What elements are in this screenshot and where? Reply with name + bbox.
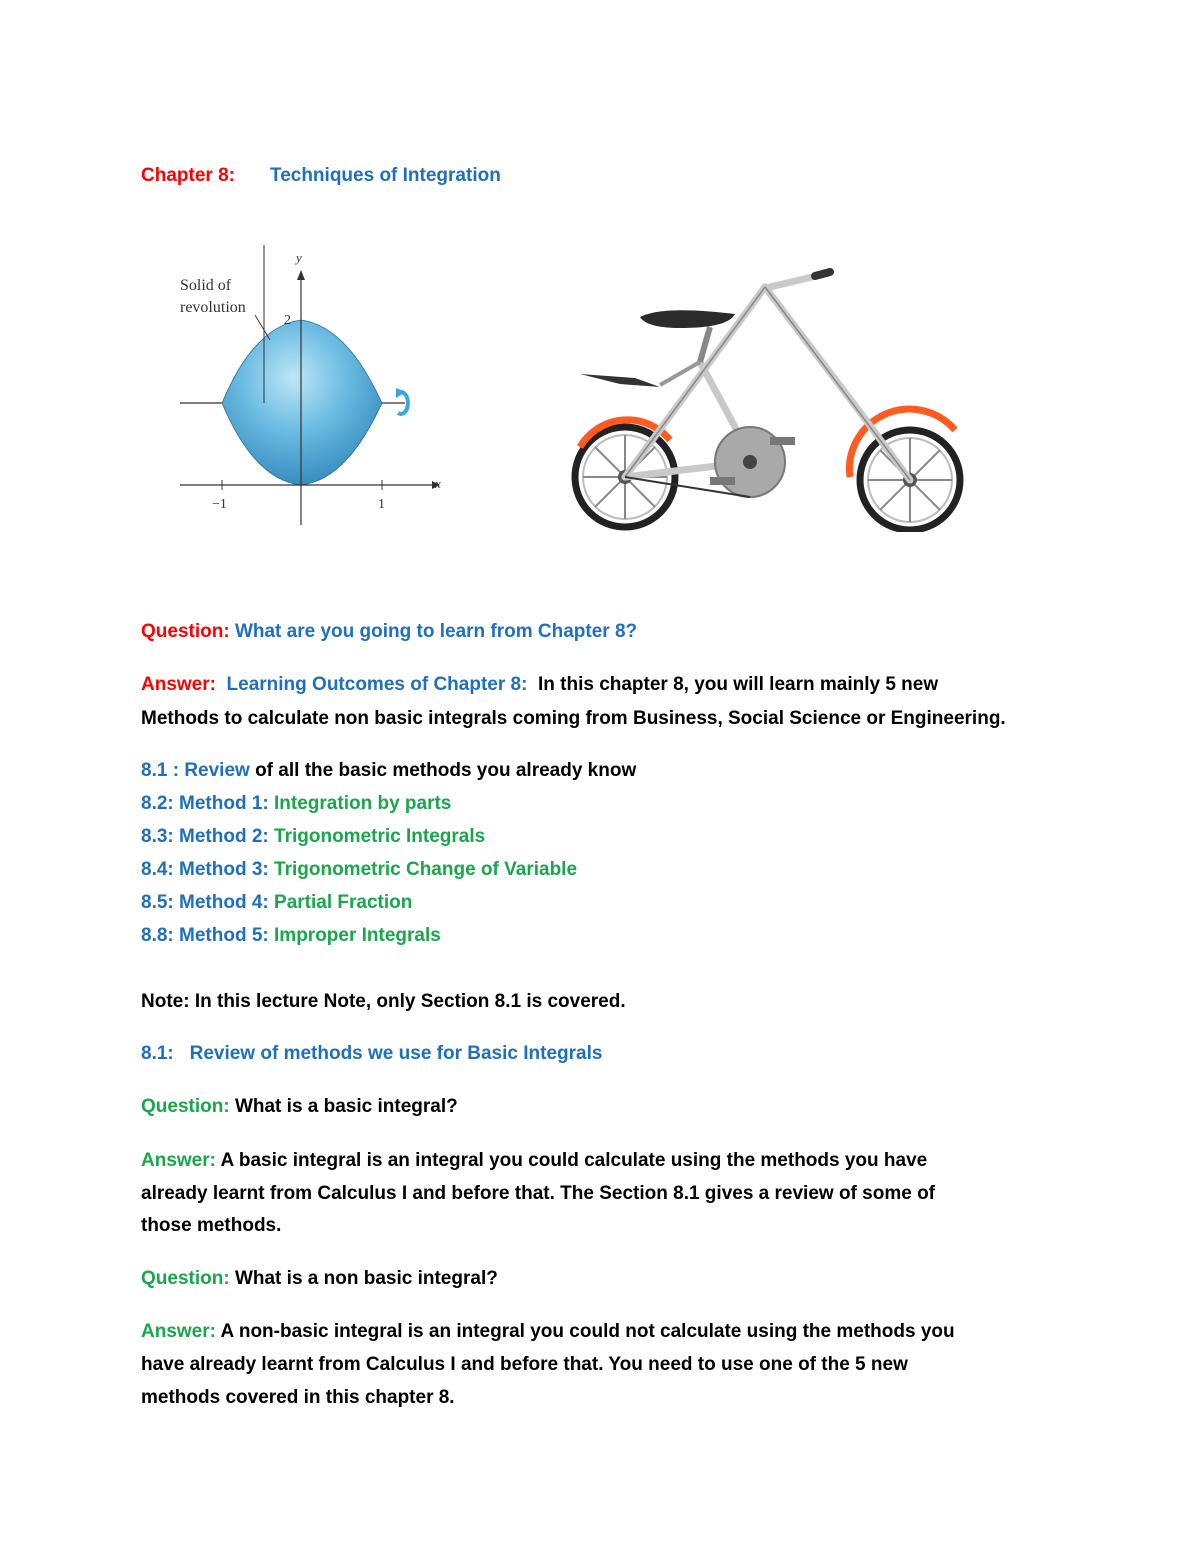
solid-of-revolution-figure bbox=[170, 240, 460, 540]
section-number: 8.4: Method 3: bbox=[141, 859, 269, 880]
question-text: What are you going to learn from Chapter 8? bbox=[234, 621, 638, 642]
section-number: 8.2: Method 1: bbox=[141, 793, 269, 814]
section-text: Improper Integrals bbox=[274, 925, 441, 946]
answer-line: have already learnt from Calculus I and before that. You need to use one of the 5 new bbox=[141, 1354, 908, 1375]
question-label: Question: bbox=[141, 621, 230, 642]
section-item bbox=[141, 759, 636, 783]
section-text: of all the basic methods you already know bbox=[255, 760, 637, 781]
question-label: Question: bbox=[141, 1268, 230, 1289]
note-text: Note: In this lecture Note, only Section 8.1 is covered. bbox=[141, 991, 626, 1012]
section-text: Partial Fraction bbox=[274, 892, 413, 913]
caption-line1: Solid of bbox=[180, 277, 232, 294]
saddle bbox=[640, 310, 735, 328]
answer-line: A basic integral is an integral you could calculate using the methods you have bbox=[220, 1150, 928, 1171]
section-81-title: Review of methods we use for Basic Integrals bbox=[189, 1043, 603, 1064]
answer-line: A non-basic integral is an integral you could not calculate using the methods you bbox=[220, 1321, 955, 1342]
section-number: 8.8: Method 5: bbox=[141, 925, 269, 946]
section-81-heading bbox=[141, 1042, 602, 1066]
intro-answer-line2 bbox=[141, 707, 1006, 731]
rear-rack bbox=[580, 374, 660, 387]
section-number: 8.1 : bbox=[141, 760, 180, 781]
bicycle-icon bbox=[560, 262, 1000, 532]
chapter-heading bbox=[141, 165, 501, 187]
answer-label: Answer: bbox=[141, 1150, 216, 1171]
section-label: Review bbox=[184, 760, 250, 781]
answer-line: already learnt from Calculus I and before that. The Section 8.1 gives a review of some of bbox=[141, 1183, 936, 1204]
section-item bbox=[141, 858, 577, 882]
section-item bbox=[141, 924, 441, 948]
caption-line2: revolution bbox=[180, 299, 246, 316]
qa-answer bbox=[141, 1149, 927, 1173]
qa-answer bbox=[141, 1320, 955, 1344]
section-text: Integration by parts bbox=[274, 793, 452, 814]
x-axis-label: x bbox=[435, 476, 441, 491]
section-item bbox=[141, 891, 412, 915]
handlebar bbox=[815, 272, 830, 276]
section-text: Trigonometric Change of Variable bbox=[274, 859, 578, 880]
question-text: What is a non basic integral? bbox=[234, 1268, 498, 1289]
question-text: What is a basic integral? bbox=[234, 1096, 458, 1117]
answer-text-1: In this chapter 8, you will learn mainly 5 new bbox=[537, 674, 939, 695]
qa-question bbox=[141, 1267, 498, 1291]
y-axis-label: y bbox=[296, 250, 302, 265]
bicycle-image bbox=[560, 262, 1000, 532]
answer-label: Answer: bbox=[141, 1321, 216, 1342]
x-tick-minus-1: −1 bbox=[212, 497, 227, 512]
section-number: 8.5: Method 4: bbox=[141, 892, 269, 913]
section-text: Trigonometric Integrals bbox=[274, 826, 486, 847]
chapter-title: Techniques of Integration bbox=[270, 165, 501, 186]
intro-question bbox=[141, 620, 637, 644]
y-tick-2: 2 bbox=[284, 313, 291, 328]
answer-line: those methods. bbox=[141, 1215, 282, 1236]
chapter-label: Chapter 8: bbox=[141, 165, 235, 186]
answer-line: methods covered in this chapter 8. bbox=[141, 1387, 455, 1408]
answer-label: Answer: bbox=[141, 674, 216, 695]
section-81-number: 8.1: bbox=[141, 1043, 174, 1064]
question-label: Question: bbox=[141, 1096, 230, 1117]
section-item bbox=[141, 792, 451, 816]
intro-answer bbox=[141, 673, 938, 697]
answer-text-2: Methods to calculate non basic integrals coming from Business, Social Science or Engineering. bbox=[141, 708, 1006, 729]
answer-heading: Learning Outcomes of Chapter 8: bbox=[226, 674, 528, 695]
section-item bbox=[141, 825, 485, 849]
section-number: 8.3: Method 2: bbox=[141, 826, 269, 847]
qa-question bbox=[141, 1095, 458, 1119]
x-tick-1: 1 bbox=[378, 497, 385, 512]
